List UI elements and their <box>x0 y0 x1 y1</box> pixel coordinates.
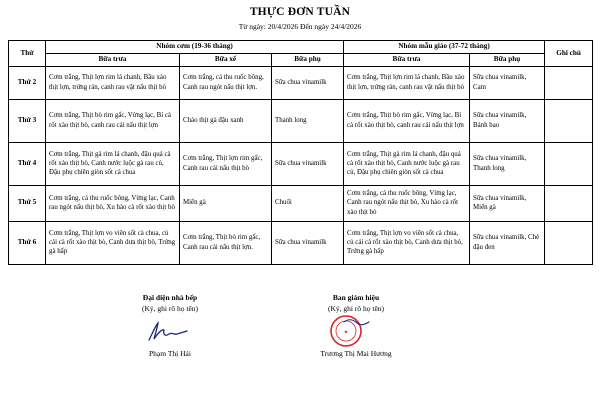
weekly-menu-table <box>8 40 593 265</box>
day-cell: Thứ 3 <box>9 99 46 142</box>
header-snack: Bữa phụ <box>272 54 344 67</box>
board-role-label: Ban giám hiệu <box>332 293 380 302</box>
kitchen-role-label: Đại diện nhà bếp <box>142 293 198 302</box>
kinder-lunch-cell: Cơm trắng, Thịt bò rim gấc, Vừng lạc, Bí cà rốt xào thịt bò, canh rau cải nấu thịt lợn <box>344 99 470 142</box>
kitchen-signature-block <box>100 293 240 373</box>
header-after-nap: Bữa xế <box>180 54 272 67</box>
note-cell <box>545 185 593 221</box>
header-notes: Ghi chú <box>545 41 593 67</box>
header-day: Thứ <box>9 41 46 67</box>
day-cell: Thứ 4 <box>9 142 46 185</box>
school-stamp-icon <box>324 313 372 349</box>
lunch-cell: Cơm trắng, Thịt lợn rim lá chanh, Bầu xào thịt lợn, trứng rán, canh rau vặt nấu thịt bò <box>46 66 180 99</box>
lunch-cell: Cơm trắng, Thịt bò rim gấc, Vừng lạc, Bí cà rốt xào thịt bò, canh rau cải nấu thịt lợn <box>46 99 180 142</box>
header-lunch: Bữa trưa <box>46 54 180 67</box>
lunch-cell: Cơm trắng, cá thu ruốc bông, Vừng lạc, Canh rau ngót nấu thịt bò, Xu hào cà rốt xào thịt bò <box>46 185 180 221</box>
kinder-snack-cell: Sữa chua vinamilk, Cam <box>470 66 545 99</box>
after-nap-cell: Cơm trắng, cá thu ruốc bông, Canh rau ngót nấu thịt lợn. <box>180 66 272 99</box>
note-cell <box>545 66 593 99</box>
table-row <box>9 221 593 264</box>
kinder-snack-cell: Sữa chua vinamilk, Miến gà <box>470 185 545 221</box>
after-nap-cell: Cơm trắng, Thịt lợn rim gấc, Canh rau cải nấu thịt bò <box>180 142 272 185</box>
board-signer-name: Trương Thị Mai Hương <box>320 349 392 358</box>
board-sign-hint: (Ký, ghi rõ họ tên) <box>327 304 385 313</box>
page-title: THỰC ĐƠN TUẦN <box>249 6 351 18</box>
table-row <box>9 142 593 185</box>
kitchen-signer-name: Phạm Thị Hải <box>149 349 191 358</box>
after-nap-cell: Cơm trắng, Thịt bò rim gấc, Canh rau cải nấu thịt lợn. <box>180 221 272 264</box>
kinder-snack-cell: Sữa chua vinamilk, Thanh long <box>470 142 545 185</box>
header-kinder-lunch: Bữa trưa <box>344 54 470 67</box>
date-range: Từ ngày: 20/4/2026 Đến ngày 24/4/2026 <box>238 22 362 31</box>
snack-cell: Chuối <box>272 185 344 221</box>
header-group-kinder: Nhóm mẫu giáo (37-72 tháng) <box>344 41 545 54</box>
table-row <box>9 66 593 99</box>
header-group-infant: Nhóm cơm (19-36 tháng) <box>46 41 344 54</box>
lunch-cell: Cơm trắng, Thịt lợn vo viên sốt cà chua, củ cải cà rốt xào thịt bò, Canh dưa thịt bò, Trứng gà hấp <box>46 221 180 264</box>
board-signature-block <box>286 293 426 373</box>
kinder-lunch-cell: Cơm trắng, Thịt gà rim lá chanh, đậu quả cà rốt xào thịt bò, Canh nước luộc gà rau củ, Đậu phụ chiên giòn sốt cà chua <box>344 142 470 185</box>
kitchen-signature-icon <box>146 320 190 344</box>
snack-cell: Thanh long <box>272 99 344 142</box>
kinder-snack-cell: Sữa chua vinamilk, Chè đậu đen <box>470 221 545 264</box>
day-cell: Thứ 2 <box>9 66 46 99</box>
kitchen-sign-hint: (Ký, ghi rõ họ tên) <box>141 304 199 313</box>
note-cell <box>545 99 593 142</box>
kinder-lunch-cell: Cơm trắng, cá thu ruốc bông, Vừng lạc, Canh rau ngót nấu thịt bò, Xu hào cà rốt xào thịt bò <box>344 185 470 221</box>
after-nap-cell: Cháo thịt gà đậu xanh <box>180 99 272 142</box>
kinder-snack-cell: Sữa chua vinamilk, Bánh bao <box>470 99 545 142</box>
kinder-lunch-cell: Cơm trắng, Thịt lợn rim lá chanh, Bầu xào thịt lợn, trứng rán, canh rau vặt nấu thịt bò <box>344 66 470 99</box>
snack-cell: Sữa chua vinamilk <box>272 66 344 99</box>
day-cell: Thứ 6 <box>9 221 46 264</box>
svg-text:★: ★ <box>343 329 349 336</box>
snack-cell: Sữa chua vinamilk <box>272 142 344 185</box>
note-cell <box>545 221 593 264</box>
snack-cell: Sữa chua vinamilk <box>272 221 344 264</box>
table-row <box>9 185 593 221</box>
kinder-lunch-cell: Cơm trắng, Thịt lợn vo viên sốt cà chua, củ cải cà rốt xào thịt bò, Canh dưa thịt bò, Trứng gà hấp <box>344 221 470 264</box>
table-row <box>9 99 593 142</box>
day-cell: Thứ 5 <box>9 185 46 221</box>
note-cell <box>545 142 593 185</box>
lunch-cell: Cơm trắng, Thịt gà rim lá chanh, đậu quả cà rốt xào thịt bò, Canh nước luộc gà rau củ, Đậu phụ chiên giòn sốt cà chua <box>46 142 180 185</box>
after-nap-cell: Miến gà <box>180 185 272 221</box>
header-kinder-snack: Bữa phụ <box>470 54 545 67</box>
